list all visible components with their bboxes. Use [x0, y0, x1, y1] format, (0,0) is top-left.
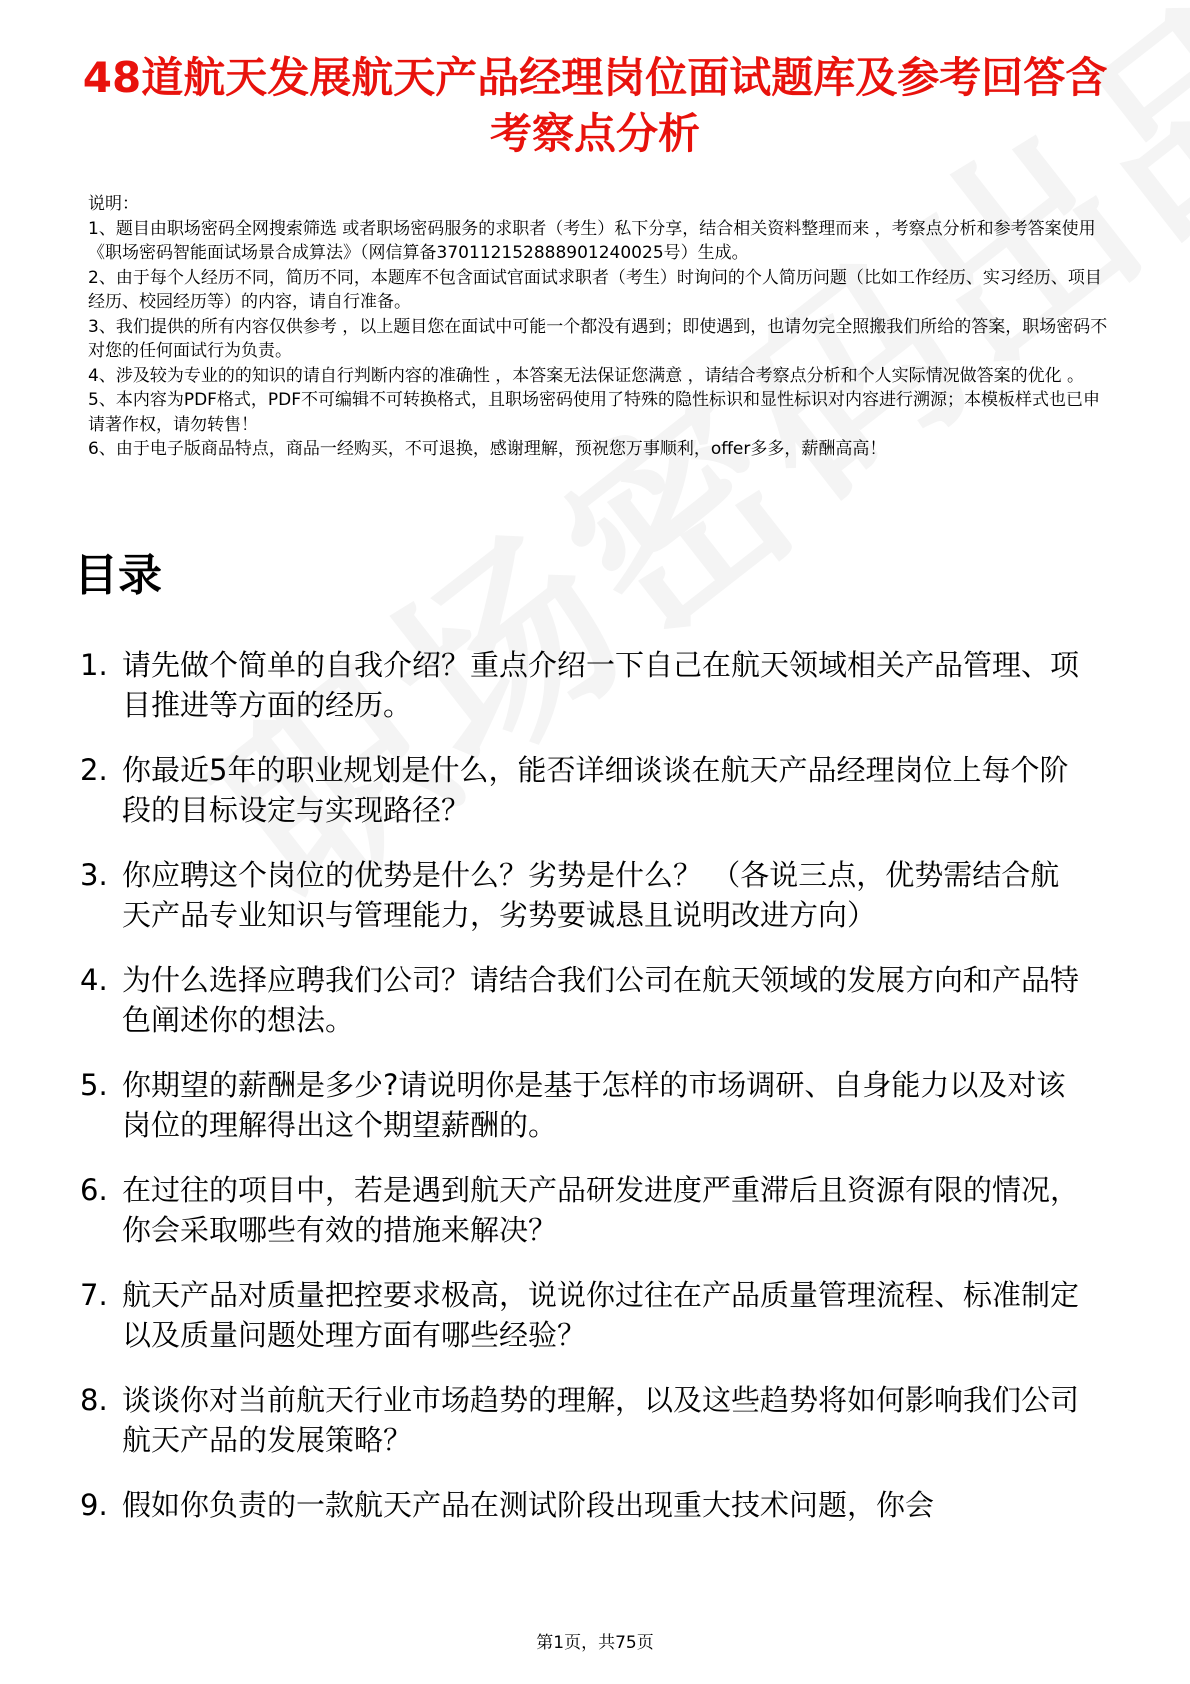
toc-item-7[interactable] [80, 1275, 1080, 1355]
toc-item-text: 你应聘这个岗位的优势是什么？劣势是什么？ （各说三点，优势需结合航天产品专业知识与管理能力，劣势要诚恳且说明改进方向） [122, 858, 1060, 932]
notes-heading: 说明： [88, 194, 139, 214]
toc-item-1[interactable] [80, 645, 1080, 725]
page-title: 48道航天发展航天产品经理岗位面试题库及参考回答含考察点分析 [82, 53, 1108, 158]
toc-item-8[interactable] [80, 1380, 1080, 1460]
toc-item-number: 6. [80, 1173, 108, 1207]
toc-item-text: 请先做个简单的自我介绍？重点介绍一下自己在航天领域相关产品管理、项目推进等方面的经历。 [122, 648, 1080, 722]
toc-item-text: 你期望的薪酬是多少?请说明你是基于怎样的市场调研、自身能力以及对该岗位的理解得出这个期望薪酬的。 [122, 1068, 1066, 1142]
toc-item-4[interactable] [80, 960, 1080, 1040]
note-item: 3、我们提供的所有内容仅供参考 ，以上题目您在面试中可能一个都没有遇到；即使遇到，也请勿完全照搬我们所给的答案，职场密码不对您的任何面试行为负责。 [88, 316, 1108, 361]
toc-item-number: 4. [80, 963, 108, 997]
toc-item-text: 谈谈你对当前航天行业市场趋势的理解，以及这些趋势将如何影响我们公司航天产品的发展策略？ [122, 1383, 1080, 1457]
toc-item-number: 9. [80, 1488, 108, 1522]
toc-item-3[interactable] [80, 855, 1080, 935]
toc-item-number: 2. [80, 753, 108, 787]
note-item: 4、涉及较为专业的的知识的请自行判断内容的准确性 ，本答案无法保证您满意 ，请结合考察点分析和个人实际情况做答案的优化 。 [88, 365, 1085, 386]
notes-section [88, 192, 1108, 462]
toc-item-6[interactable] [80, 1170, 1080, 1250]
toc-item-number: 5. [80, 1068, 108, 1102]
note-item: 2、由于每个人经历不同，简历不同，本题库不包含面试官面试求职者（考生）时询问的个人简历问题（比如工作经历、实习经历、项目经历、校园经历等）的内容，请自行准备。 [88, 267, 1102, 312]
toc-heading: 目录 [74, 550, 162, 601]
toc-item-number: 7. [80, 1278, 108, 1312]
toc-list [80, 645, 1080, 1550]
toc-item-2[interactable] [80, 750, 1080, 830]
toc-item-text: 为什么选择应聘我们公司？请结合我们公司在航天领域的发展方向和产品特色阐述你的想法。 [122, 963, 1080, 1037]
toc-item-number: 1. [80, 648, 108, 682]
toc-item-number: 3. [80, 858, 108, 892]
page-footer: 第1页，共75页 [536, 1633, 654, 1653]
note-item: 1、题目由职场密码全网搜索筛选 或者职场密码服务的求职者（考生）私下分享，结合相关资料整理而来 ，考察点分析和参考答案使用《职场密码智能面试场景合成算法》（网信算备370112152888901240025号）生成。 [88, 218, 1096, 263]
toc-item-number: 8. [80, 1383, 108, 1417]
note-item: 5、本内容为PDF格式，PDF不可编辑不可转换格式，且职场密码使用了特殊的隐性标识和显性标识对内容进行溯源；本模板样式也已申请著作权，请勿转售！ [88, 390, 1101, 435]
toc-item-text: 航天产品对质量把控要求极高，说说你过往在产品质量管理流程、标准制定以及质量问题处理方面有哪些经验？ [122, 1278, 1080, 1352]
note-item: 6、由于电子版商品特点，商品一经购买，不可退换，感谢理解，预祝您万事顺利，offer多多，薪酬高高！ [88, 439, 887, 459]
toc-item-text: 在过往的项目中，若是遇到航天产品研发进度严重滞后且资源有限的情况，你会采取哪些有效的措施来解决？ [122, 1173, 1080, 1247]
toc-item-9[interactable] [80, 1485, 1080, 1525]
toc-item-text: 你最近5年的职业规划是什么，能否详细谈谈在航天产品经理岗位上每个阶段的目标设定与实现路径？ [122, 753, 1069, 827]
toc-item-text: 假如你负责的一款航天产品在测试阶段出现重大技术问题，你会 [122, 1488, 935, 1522]
toc-item-5[interactable] [80, 1065, 1080, 1145]
